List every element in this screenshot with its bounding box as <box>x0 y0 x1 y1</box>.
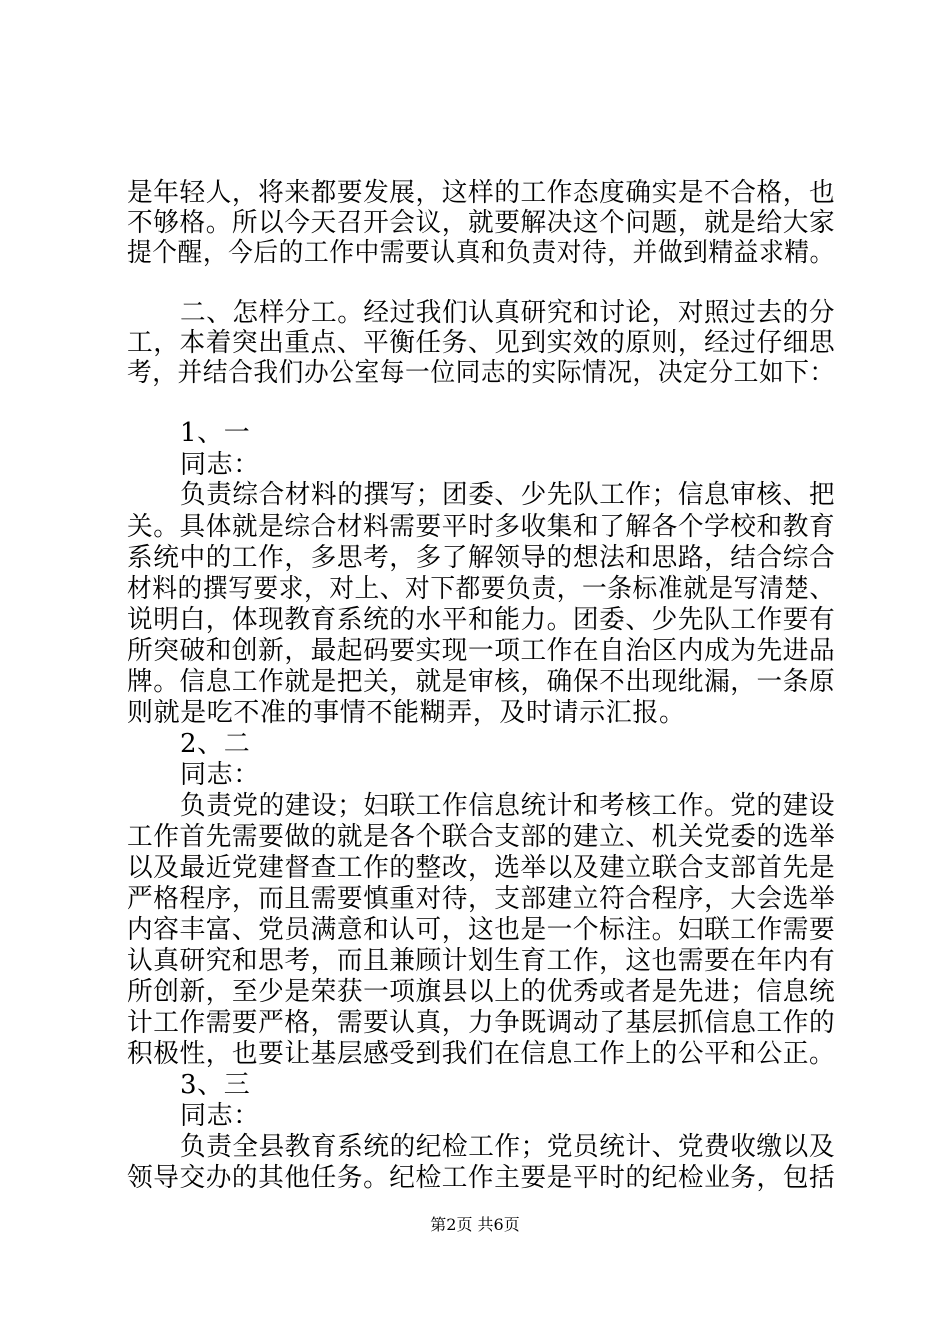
text-line: 关。具体就是综合材料需要平时多收集和了解各个学校和教育 <box>127 512 836 542</box>
text-line: 领导交办的其他任务。纪检工作主要是平时的纪检业务，包括 <box>127 1163 836 1193</box>
section-number: 2、二 <box>180 729 251 759</box>
text-line: 以及最近党建督查工作的整改，选举以及建立联合支部首先是 <box>127 853 836 883</box>
text-line: 内容丰富、党员满意和认可，这也是一个标注。妇联工作需要 <box>127 915 836 945</box>
text-line: 考，并结合我们办公室每一位同志的实际情况，决定分工如下： <box>127 358 835 388</box>
section-number: 1、一 <box>180 418 251 448</box>
page-footer: 第2页 共6页 <box>430 1215 520 1234</box>
text-line: 是年轻人，将来都要发展，这样的工作态度确实是不合格，也 <box>127 178 836 208</box>
text-line: 认真研究和思考，而且兼顾计划生育工作，这也需要在年内有 <box>127 946 836 976</box>
text-line: 不够格。所以今天召开会议，就要解决这个问题，就是给大家 <box>127 208 836 238</box>
text-line: 二、怎样分工。经过我们认真研究和讨论，对照过去的分 <box>180 298 836 328</box>
text-line: 负责党的建设；妇联工作信息统计和考核工作。党的建设 <box>180 791 836 821</box>
section-number: 3、三 <box>180 1070 251 1100</box>
text-line: 积极性，也要让基层感受到我们在信息工作上的公平和公正。 <box>127 1039 836 1069</box>
section-label: 同志： <box>180 450 260 480</box>
text-line: 提个醒，今后的工作中需要认真和负责对待，并做到精益求精。 <box>127 238 835 268</box>
text-line: 则就是吃不准的事情不能糊弄，及时请示汇报。 <box>127 698 686 728</box>
text-line: 负责全县教育系统的纪检工作；党员统计、党费收缴以及 <box>180 1132 836 1162</box>
text-line: 所突破和创新，最起码要实现一项工作在自治区内成为先进品 <box>127 636 836 666</box>
text-line: 说明白，体现教育系统的水平和能力。团委、少先队工作要有 <box>127 605 836 635</box>
text-line: 牌。信息工作就是把关，就是审核，确保不出现纰漏，一条原 <box>127 667 836 697</box>
text-line: 负责综合材料的撰写；团委、少先队工作；信息审核、把 <box>180 480 836 510</box>
text-line: 材料的撰写要求，对上、对下都要负责，一条标准就是写清楚、 <box>127 574 835 604</box>
text-line: 工作首先需要做的就是各个联合支部的建立、机关党委的选举 <box>127 822 836 852</box>
text-line: 严格程序，而且需要慎重对待，支部建立符合程序，大会选举 <box>127 884 836 914</box>
text-line: 所创新，至少是荣获一项旗县以上的优秀或者是先进；信息统 <box>127 977 836 1007</box>
section-label: 同志： <box>180 1101 260 1131</box>
section-label: 同志： <box>180 760 260 790</box>
text-line: 工，本着突出重点、平衡任务、见到实效的原则，经过仔细思 <box>127 328 836 358</box>
text-line: 计工作需要严格，需要认真，力争既调动了基层抓信息工作的 <box>127 1008 836 1038</box>
text-line: 系统中的工作，多思考，多了解领导的想法和思路，结合综合 <box>127 543 836 573</box>
